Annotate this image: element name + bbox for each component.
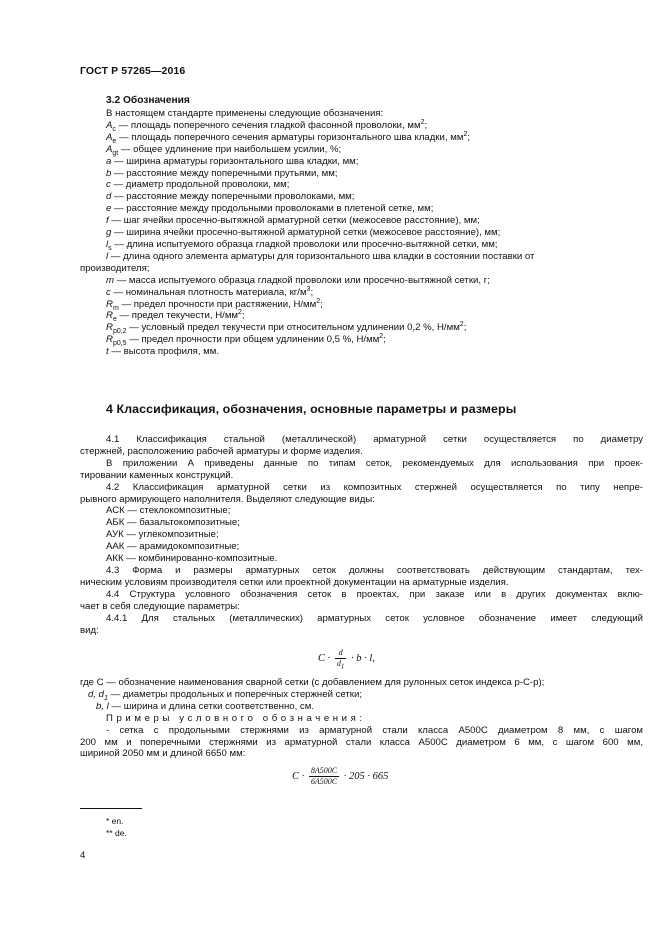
unit-superscript: 3 bbox=[306, 285, 311, 293]
unit-superscript: 2 bbox=[316, 297, 321, 305]
symbol-subscript: p0,2 bbox=[112, 328, 127, 336]
legend-d-text: — диаметры продольных и поперечных стержней сетки; bbox=[107, 688, 363, 700]
symbol-desc: — высота профиля, мм. bbox=[108, 346, 220, 358]
symbol-item bbox=[80, 179, 643, 191]
symbol-item bbox=[80, 168, 643, 180]
formula-1-den bbox=[335, 659, 347, 669]
para-4-3-line1: 4.3 Форма и размеры арматурных сеток должны соответствовать действующим стандартам, тех- bbox=[106, 564, 643, 576]
symbol-desc: — общее удлинение при наибольшем усилии, %; bbox=[118, 143, 342, 155]
symbol-desc: — номинальная плотность материала, кг/м bbox=[110, 286, 307, 298]
formula-1-c: C · bbox=[318, 652, 331, 664]
composite-kind-item: ААК — арамидокомпозитные; bbox=[106, 541, 240, 553]
symbol: f bbox=[106, 215, 109, 227]
para-4-2-line2: рывного армирующего наполнителя. Выделяют следующие виды: bbox=[80, 493, 375, 505]
symbol-item-l bbox=[80, 251, 643, 263]
symbol-desc: — предел прочности при растяжении, Н/мм bbox=[118, 298, 317, 310]
example-line2: 200 мм и поперечными стержнями из арматурной стали класса А500С диаметром 6 мм, с шагом 600 мм, bbox=[80, 736, 643, 748]
symbol: m bbox=[106, 274, 114, 286]
symbol-item bbox=[80, 120, 643, 132]
formula-1 bbox=[318, 648, 375, 669]
formula-2-num: 8A500C bbox=[310, 766, 338, 775]
section-4-body bbox=[80, 434, 643, 636]
symbol: e bbox=[106, 203, 112, 215]
symbol-item bbox=[80, 239, 643, 251]
para-4-1c-line2: тировании каменных конструкций. bbox=[80, 469, 234, 481]
formula-2-rest: · 205 · 665 bbox=[343, 770, 389, 782]
symbol-item bbox=[80, 299, 643, 311]
symbol-item bbox=[80, 287, 643, 299]
symbol: b bbox=[106, 167, 112, 179]
symbol-tail: ; bbox=[320, 298, 323, 310]
symbol: R bbox=[106, 334, 113, 346]
unit-superscript: 2 bbox=[420, 118, 425, 126]
para-4-2-line1: 4.2 Классификация арматурной сетки из композитных стержней осуществляется по типу непре- bbox=[106, 481, 643, 493]
symbol-tail: ; bbox=[241, 310, 245, 322]
symbol-item bbox=[80, 132, 643, 144]
symbol-subscript: s bbox=[108, 244, 112, 252]
example-line3: шириной 2050 мм и длиной 6650 мм: bbox=[80, 748, 246, 760]
footnote-divider bbox=[80, 808, 142, 809]
symbol-item bbox=[80, 144, 643, 156]
symbol-list bbox=[80, 120, 643, 251]
para-4-3-line2: ническим условиям производителя сетки или проектной документации на арматурные изделия. bbox=[80, 576, 509, 588]
symbol-item bbox=[80, 227, 643, 239]
formula-1-legend bbox=[80, 677, 643, 760]
symbol: l bbox=[106, 250, 109, 262]
symbol-tail: ; bbox=[383, 334, 386, 346]
formula-2 bbox=[292, 766, 388, 787]
symbol-desc: — диаметр продольной проволоки, мм; bbox=[110, 179, 290, 191]
formula-1-fraction bbox=[335, 648, 347, 669]
composite-kind-item: АУК — углекомпозитные; bbox=[106, 529, 219, 541]
footnote-2: ** de. bbox=[106, 828, 127, 838]
symbol-desc: — площадь поперечного сечения арматуры горизонтального шва кладки, мм bbox=[116, 131, 464, 143]
symbol-desc: — масса испытуемого образца гладкой проволоки или просечно-вытяжной сетки, г; bbox=[114, 274, 490, 286]
symbol: A bbox=[106, 131, 113, 143]
legend-bl-sym: b, l bbox=[96, 700, 109, 712]
symbol-desc: — шаг ячейки просечно-вытяжной арматурной сетки (межосевое расстояние), мм; bbox=[108, 215, 480, 227]
symbol-subscript: c bbox=[112, 125, 116, 133]
symbol-desc: — предел текучести, Н/мм bbox=[116, 310, 239, 322]
symbol-item bbox=[80, 275, 643, 287]
symbol-tail: ; bbox=[424, 119, 428, 131]
para-4-4-line1: 4.4 Структура условного обозначения сеток в проектах, при заказе или в других документах вклю- bbox=[106, 588, 643, 600]
symbol-subscript: m bbox=[112, 304, 119, 312]
symbol: R bbox=[106, 298, 113, 310]
intro-text: В настоящем стандарте применены следующие обозначения: bbox=[106, 108, 384, 119]
unit-superscript: 2 bbox=[379, 333, 384, 341]
symbol: g bbox=[106, 227, 112, 239]
symbol: A bbox=[106, 143, 113, 155]
unit-superscript: 2 bbox=[463, 130, 468, 138]
formula-2-c: C · bbox=[292, 770, 305, 782]
symbol-desc: — длина испытуемого образца гладкой проволоки или просечно-вытяжной сетки, мм; bbox=[111, 238, 498, 250]
page-number: 4 bbox=[80, 850, 86, 861]
formula-1-num: d bbox=[335, 648, 347, 659]
symbol-desc: — расстояние между поперечными проволоками, мм; bbox=[111, 191, 355, 203]
example-line1: - сетка с продольными стержнями из арматурной стали класса А500С диаметром 8 мм, с шагом bbox=[106, 724, 643, 736]
formula-1-den-base: d bbox=[336, 659, 341, 668]
legend-bl-text: — ширина и длина сетки соответственно, см. bbox=[108, 700, 314, 712]
legend-bl bbox=[80, 701, 643, 713]
symbol-subscript: e bbox=[112, 137, 117, 145]
symbol: l bbox=[106, 238, 109, 250]
legend-d bbox=[80, 689, 643, 701]
symbol-desc: — расстояние между продольными проволоками в плетеной сетке, мм; bbox=[111, 203, 434, 215]
composite-kind-item: АБК — базальтокомпозитные; bbox=[106, 517, 240, 529]
symbol-item bbox=[80, 191, 643, 203]
symbol-item bbox=[80, 203, 643, 215]
symbol-desc: — предел прочности при общем удлинении 0,5 %, Н/мм bbox=[126, 334, 380, 346]
symbol-list-2 bbox=[80, 275, 643, 358]
para-4-1-line1: 4.1 Классификация стальной (металлической) арматурной сетки осуществляется по диаметру bbox=[106, 434, 643, 445]
para-4-4-line2: чает в себя следующие параметры: bbox=[80, 600, 240, 612]
symbol-desc: — расстояние между поперечными прутьями, мм; bbox=[111, 167, 338, 179]
para-4-1c-line1: В приложении А приведены данные по типам сеток, рекомендуемых для использования при проек- bbox=[106, 457, 643, 469]
symbol: c bbox=[106, 286, 111, 298]
symbol-item bbox=[80, 310, 643, 322]
section-4-title: 4 Классификация, обозначения, основные параметры и размеры bbox=[106, 402, 517, 416]
legend-c: где С — обозначение наименования сварной сетки (с добавлением для рулонных сеток индекса р-С-р); bbox=[80, 677, 545, 688]
symbol-item bbox=[80, 334, 643, 346]
symbol-desc: — ширина арматуры горизонтального шва кладки, мм; bbox=[111, 155, 359, 167]
formula-2-fraction bbox=[309, 766, 339, 787]
symbol-item bbox=[80, 322, 643, 334]
symbol-desc: — условный предел текучести при относительном удлинении 0,2 %, Н/мм bbox=[126, 322, 460, 334]
symbol-tail: ; bbox=[310, 286, 314, 298]
composite-kinds-list bbox=[80, 505, 643, 565]
composite-kind-item: АСК — стеклокомпозитные; bbox=[106, 505, 231, 517]
legend-d-sym: d, d bbox=[88, 688, 105, 700]
section-3-2-body bbox=[80, 108, 643, 358]
unit-superscript: 2 bbox=[459, 321, 464, 329]
symbol: c bbox=[106, 179, 111, 191]
symbol-item bbox=[80, 156, 643, 168]
para-4-4-1-line2: вид: bbox=[80, 624, 99, 636]
formula-1-rest: · b · l, bbox=[351, 652, 375, 664]
para-4-4-1-line1: 4.4.1 Для стальных (металлических) арматурных сеток условное обозначение имеет следующий bbox=[106, 612, 643, 624]
formula-2-den: 6A500C bbox=[310, 777, 338, 786]
symbol-subscript: gt bbox=[112, 149, 119, 157]
document-header: ГОСТ Р 57265—2016 bbox=[80, 65, 186, 77]
symbol: A bbox=[106, 119, 113, 131]
para-4-1-line2: стержней, расположению рабочей арматуры и форме изделия. bbox=[80, 445, 363, 457]
footnote-1: * en. bbox=[106, 816, 124, 826]
examples-title: Примеры условного обозначения: bbox=[106, 712, 366, 724]
unit-superscript: 2 bbox=[238, 309, 242, 317]
symbol-tail: ; bbox=[463, 322, 467, 334]
symbol-subscript: p0,5 bbox=[112, 340, 127, 348]
symbol: d bbox=[106, 191, 112, 203]
symbol: t bbox=[106, 346, 109, 358]
symbol-item bbox=[80, 346, 643, 358]
symbol-desc: — площадь поперечного сечения гладкой фасонной проволоки, мм bbox=[115, 119, 421, 131]
symbol: R bbox=[106, 322, 113, 334]
section-3-2-title: 3.2 Обозначения bbox=[106, 95, 190, 106]
symbol-desc: — длина одного элемента арматуры для горизонтального шва кладки в состоянии поставки от bbox=[108, 250, 535, 262]
symbol-item-l-cont: производителя; bbox=[80, 262, 150, 274]
symbol-item bbox=[80, 215, 643, 227]
symbol: a bbox=[106, 155, 112, 167]
symbol-tail: ; bbox=[467, 131, 471, 143]
composite-kind-item: АКК — комбинированно-композитные. bbox=[106, 553, 278, 565]
symbol-subscript: e bbox=[112, 316, 117, 324]
symbol: R bbox=[106, 310, 113, 322]
formula-1-den-sub: 1 bbox=[340, 662, 345, 671]
symbol-desc: — ширина ячейки просечно-вытяжной арматурной сетки (межосевое расстояние), мм; bbox=[111, 227, 501, 239]
legend-d-sub: 1 bbox=[104, 694, 108, 702]
